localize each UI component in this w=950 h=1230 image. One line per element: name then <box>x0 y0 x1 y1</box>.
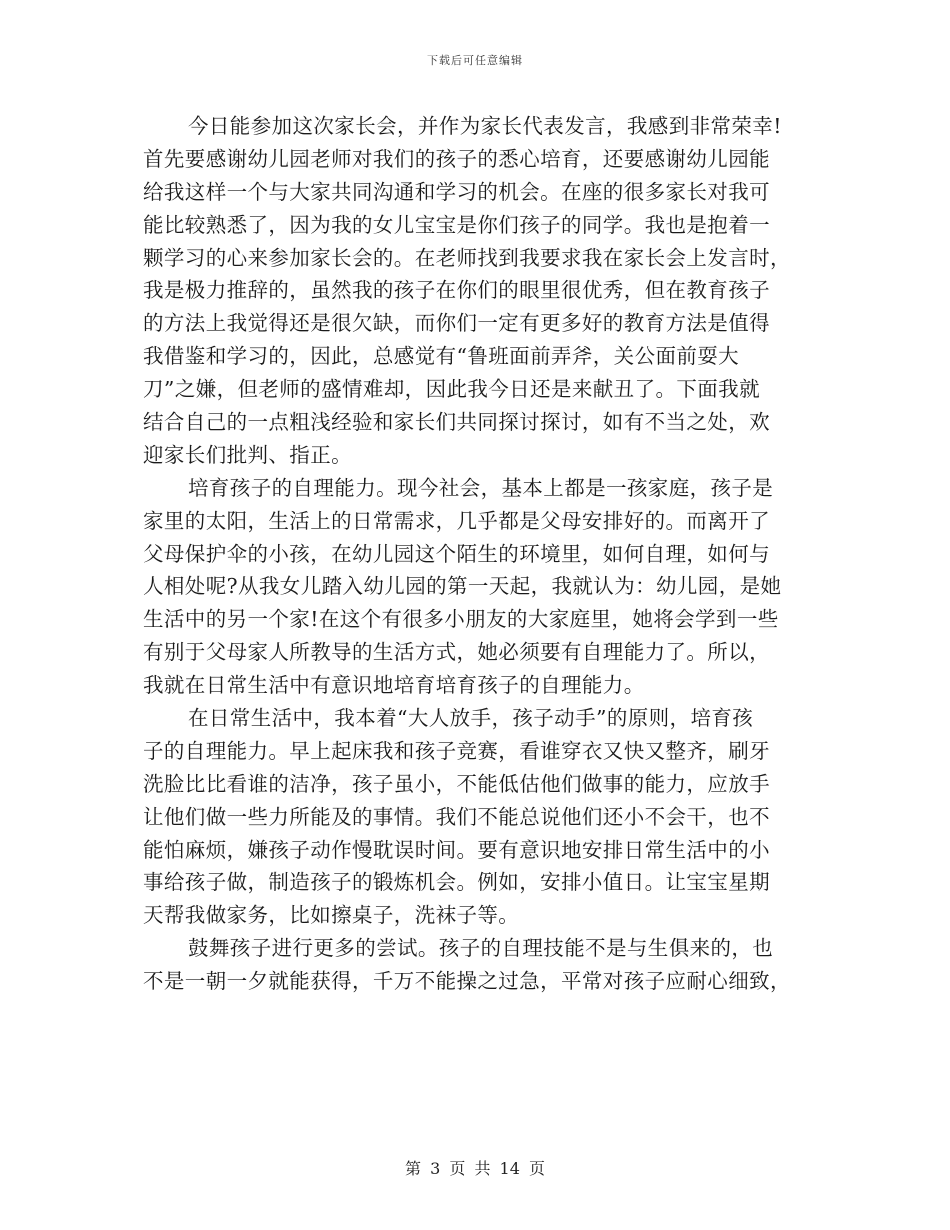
text-line: 天帮我做家务，比如擦桌子，洗袜子等。 <box>143 903 520 928</box>
text-line: 人相处呢?从我女儿踏入幼儿园的第一天起，我就认为：幼儿园，是她 <box>143 574 782 599</box>
document-body <box>143 110 805 998</box>
text-line: 给我这样一个与大家共同沟通和学习的机会。在座的很多家长对我可 <box>143 179 770 204</box>
text-line: 生活中的另一个家!在这个有很多小朋友的大家庭里，她将会学到一些 <box>143 607 779 632</box>
paragraph-first-line: 今日能参加这次家长会，并作为家长代表发言，我感到非常荣幸! <box>188 114 782 138</box>
paragraph-first-line: 在日常生活中，我本着“大人放手，孩子动手”的原则，培育孩 <box>188 706 754 731</box>
text-line: 子的自理能力。早上起床我和孩子竞赛，看谁穿衣又快又整齐，刷牙 <box>143 738 770 763</box>
paragraph-first-line: 鼓舞孩子进行更多的尝试。孩子的自理技能不是与生俱来的，也 <box>188 936 774 961</box>
text-line: 结合自己的一点粗浅经验和家长们共同探讨探讨，如有不当之处，欢 <box>143 410 770 435</box>
text-line: 刀”之嫌，但老师的盛情难却，因此我今日还是来献丑了。下面我就 <box>143 377 760 402</box>
text-line: 家里的太阳，生活上的日常需求，几乎都是父母安排好的。而离开了 <box>143 508 770 533</box>
page-number: 第 3 页 共 14 页 <box>405 1159 545 1178</box>
text-line: 我借鉴和学习的，因此，总感觉有“鲁班面前弄斧，关公面前耍大 <box>143 344 740 369</box>
text-line: 能怕麻烦，嫌孩子动作慢耽误时间。要有意识地安排日常生活中的小 <box>143 837 770 862</box>
text-line: 父母保护伞的小孩，在幼儿园这个陌生的环境里，如何自理，如何与 <box>143 541 770 566</box>
paragraph-first-line: 培育孩子的自理能力。现今社会，基本上都是一孩家庭，孩子是 <box>188 475 774 500</box>
text-line: 洗脸比比看谁的洁净，孩子虽小，不能低估他们做事的能力，应放手 <box>143 771 770 796</box>
text-line: 我是极力推辞的，虽然我的孩子在你们的眼里很优秀，但在教育孩子 <box>143 278 770 303</box>
page-header-note: 下载后可任意编辑 <box>427 54 523 67</box>
text-line: 首先要感谢幼儿园老师对我们的孩子的悉心培育，还要感谢幼儿园能 <box>143 146 770 171</box>
text-line: 不是一朝一夕就能获得，千万不能操之过急，平常对孩子应耐心细致， <box>143 969 791 994</box>
text-line: 颗学习的心来参加家长会的。在老师找到我要求我在家长会上发言时， <box>143 245 791 270</box>
text-line: 让他们做一些力所能及的事情。我们不能总说他们还小不会干，也不 <box>143 804 770 829</box>
text-line: 事给孩子做，制造孩子的锻炼机会。例如，安排小值日。让宝宝星期 <box>143 870 770 895</box>
text-line: 我就在日常生活中有意识地培育培育孩子的自理能力。 <box>143 673 645 698</box>
text-line: 的方法上我觉得还是很欠缺，而你们一定有更多好的教育方法是值得 <box>143 311 770 336</box>
text-line: 能比较熟悉了，因为我的女儿宝宝是你们孩子的同学。我也是抱着一 <box>143 212 770 237</box>
text-line: 有别于父母家人所教导的生活方式，她必须要有自理能力了。所以， <box>143 640 770 665</box>
text-line: 迎家长们批判、指正。 <box>143 442 352 467</box>
